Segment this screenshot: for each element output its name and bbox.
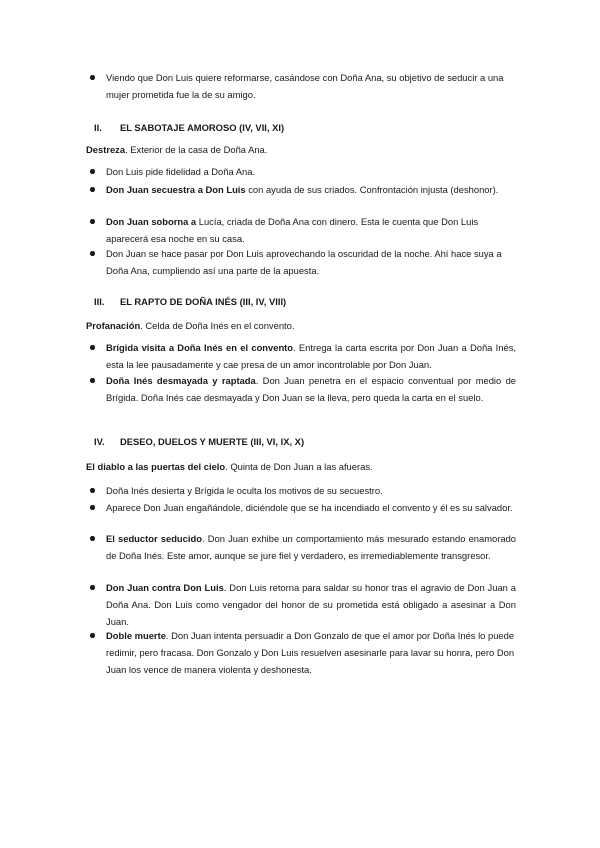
section-title: EL RAPTO DE DOÑA INÉS (III, IV, VIII) <box>120 296 287 307</box>
list-item-bold: El seductor seducido <box>106 533 202 544</box>
section-heading <box>94 120 284 136</box>
list-item-text: Lucía, criada de Doña Ana con dinero. Esta le cuenta que Don Luis aparecerá esa noche en su casa. <box>106 216 479 244</box>
list-item <box>106 373 516 407</box>
list-item-text: . Entrega la carta escrita por Don Juan a Doña Inés, esta la lee pausadamente y cae presa de un amor incontrolable por Don Juan. <box>106 342 516 370</box>
section-intro <box>86 142 526 158</box>
bullet-icon <box>90 187 95 192</box>
section-intro <box>86 459 526 475</box>
list-item-text: . Don Juan intenta persuadir a Don Gonzalo de que el amor por Doña Inés lo puede redimir, pero fracasa. Don Gonzalo y Don Luis resuelven asesinarle para lavar su honra, pero Don Juan los vence de manera violenta y deshonesta. <box>106 630 515 675</box>
list-item-text: Viendo que Don Luis quiere reformarse, casándose con Doña Ana, su objetivo de seducir a una mujer prometida fue la de su amigo. <box>106 72 504 100</box>
section-number: IV. <box>94 436 105 447</box>
bullet-icon <box>90 345 95 350</box>
list-item-text: Aparece Don Juan engañándole, diciéndole que se ha incendiado el convento y él es su salvador. <box>106 502 513 513</box>
intro-bold: Destreza <box>86 144 126 155</box>
bullet-icon <box>90 633 95 638</box>
list-item <box>106 182 516 199</box>
bullet-icon <box>90 585 95 590</box>
list-item-text: Doña Inés desierta y Brígida le oculta los motivos de su secuestro. <box>106 485 383 496</box>
list-item <box>106 500 516 517</box>
bullet-icon <box>90 169 95 174</box>
intro-text: . Celda de Doña Inés en el convento. <box>140 320 295 331</box>
list-item <box>106 628 516 678</box>
list-item-bold: Don Juan contra Don Luis <box>106 582 224 593</box>
list-item-text: Don Juan se hace pasar por Don Luis aprovechando la oscuridad de la noche. Ahí hace suya a Doña Ana, cumpliendo así una parte de la apuesta. <box>106 248 502 276</box>
section-title: DESEO, DUELOS Y MUERTE (III, VI, IX, X) <box>120 436 305 447</box>
bullet-icon <box>90 536 95 541</box>
list-item-bold: Doña Inés desmayada y raptada <box>106 375 256 386</box>
list-item-text: . Don Juan exhibe un comportamiento más mesurado estando enamorado de Doña Inés. Este amor, aunque se jure fiel y verdadero, es irremediablemente transgresor. <box>106 533 516 561</box>
list-item-bold: Don Juan secuestra a Don Luis <box>106 184 246 195</box>
bullet-icon <box>90 505 95 510</box>
intro-text: . Exterior de la casa de Doña Ana. <box>125 144 268 155</box>
section-number: II. <box>94 122 102 133</box>
list-item <box>106 246 516 280</box>
list-item-bold: Don Juan soborna a <box>106 216 197 227</box>
list-item <box>106 340 516 374</box>
bullet-icon <box>90 251 95 256</box>
section-number: III. <box>94 296 105 307</box>
list-item <box>106 164 516 181</box>
list-item-text: . Don Luis retorna para saldar su honor tras el agravio de Don Juan a Doña Ana. Don Luis como vengador del honor de su prometida está obligado a asesinar a Don Juan. <box>106 582 516 627</box>
list-item <box>106 70 516 104</box>
list-item <box>106 531 516 565</box>
intro-bold: Profanación <box>86 320 141 331</box>
section-heading <box>94 434 304 450</box>
section-title: EL SABOTAJE AMOROSO (IV, VII, XI) <box>120 122 285 133</box>
bullet-icon <box>90 488 95 493</box>
bullet-icon <box>90 378 95 383</box>
bullet-icon <box>90 75 95 80</box>
section-intro <box>86 318 526 334</box>
list-item-bold: Doble muerte <box>106 630 166 641</box>
bullet-icon <box>90 219 95 224</box>
list-item-text: . Don Juan penetra en el espacio conventual por medio de Brígida. Doña Inés cae desmayada y Don Juan se la lleva, pero queda la carta en el suelo. <box>106 375 516 403</box>
intro-text: . Quinta de Don Juan a las afueras. <box>225 461 373 472</box>
list-item-text: Don Luis pide fidelidad a Doña Ana. <box>106 166 256 177</box>
intro-bold: El diablo a las puertas del cielo <box>86 461 226 472</box>
list-item <box>106 483 516 500</box>
section-heading <box>94 294 286 310</box>
list-item <box>106 580 516 630</box>
list-item <box>106 214 516 248</box>
list-item-bold: Brígida visita a Doña Inés en el convento <box>106 342 294 353</box>
list-item-text: con ayuda de sus criados. Confrontación injusta (deshonor). <box>245 184 499 195</box>
